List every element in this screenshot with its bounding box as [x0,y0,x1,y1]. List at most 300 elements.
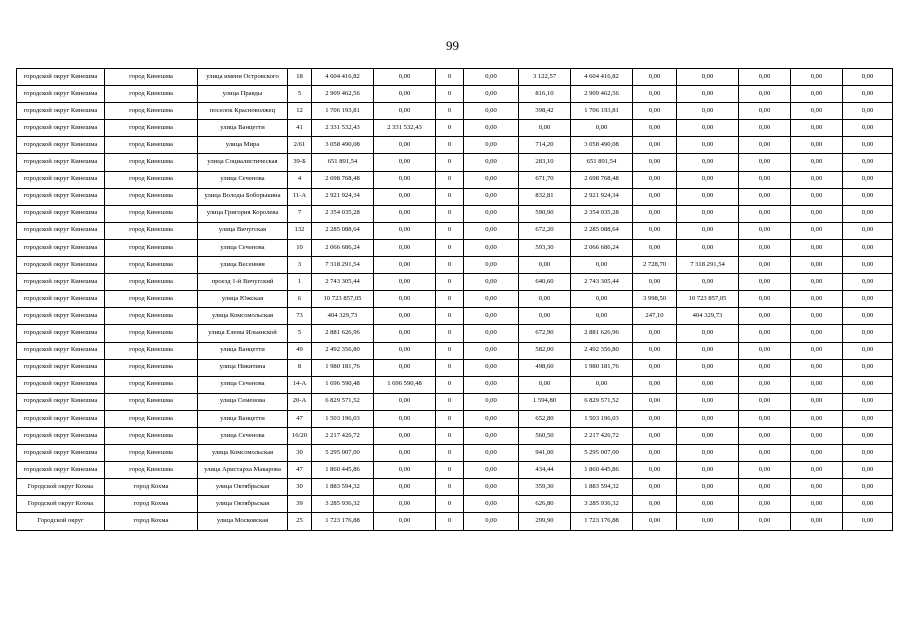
cell-col-14: 0,00 [791,154,843,171]
cell-cost: 2 921 924,34 [571,188,633,205]
cell-street: улица Ванцетти [198,342,288,359]
cell-area-sqm: 0,00 [519,308,571,325]
cell-total-cost: 3 285 936,32 [312,496,374,513]
cell-col-8: 0,00 [464,410,519,427]
cell-col-12: 0,00 [677,359,739,376]
cell-col-12: 0,00 [677,205,739,222]
cell-total-cost: 2 698 768,48 [312,171,374,188]
cell-municipality: городской округ Кинешма [17,393,105,410]
cell-street: улица имени Островского [198,69,288,86]
cell-area-sqm: 498,60 [519,359,571,376]
cell-house-number: 25 [288,513,312,530]
cell-col-13: 0,00 [739,359,791,376]
cell-funds-federal: 0,00 [374,513,436,530]
cell-col-14: 0,00 [791,86,843,103]
cell-funds-federal: 0,00 [374,274,436,291]
cell-street: улица Южская [198,291,288,308]
cell-col-12: 0,00 [677,222,739,239]
cell-col-15: 0,00 [843,103,893,120]
cell-area-sqm: 434,44 [519,462,571,479]
cell-col-13: 0,00 [739,410,791,427]
table-row [17,205,893,222]
cell-col-15: 0,00 [843,291,893,308]
cell-col-8: 0,00 [464,427,519,444]
cell-col-12: 0,00 [677,103,739,120]
cell-funds-federal: 0,00 [374,496,436,513]
cell-area-sqm: 816,10 [519,86,571,103]
cell-col-11: 0,00 [633,513,677,530]
cell-col-13: 0,00 [739,342,791,359]
cell-total-cost: 10 723 857,05 [312,291,374,308]
cell-funds-federal: 0,00 [374,154,436,171]
cell-col-12: 0,00 [677,69,739,86]
cell-funds-federal: 0,00 [374,257,436,274]
cell-col-11: 0,00 [633,479,677,496]
cell-municipality: городской округ Кинешма [17,427,105,444]
cell-area-sqm: 582,00 [519,342,571,359]
cell-municipality: городской округ Кинешма [17,308,105,325]
cell-total-cost: 4 604 416,82 [312,69,374,86]
cell-area-sqm: 0,00 [519,120,571,137]
cell-col-7: 0 [436,325,464,342]
cell-col-7: 0 [436,496,464,513]
cell-cost: 1 980 181,76 [571,359,633,376]
cell-col-13: 0,00 [739,103,791,120]
cell-col-13: 0,00 [739,445,791,462]
table-row [17,257,893,274]
cell-street: улица Ванцетти [198,120,288,137]
cell-col-11: 0,00 [633,376,677,393]
cell-house-number: 30 [288,445,312,462]
cell-area-sqm: 3 122,57 [519,69,571,86]
table-row [17,393,893,410]
cell-total-cost: 2 743 305,44 [312,274,374,291]
cell-col-8: 0,00 [464,325,519,342]
cell-col-15: 0,00 [843,462,893,479]
table-row [17,496,893,513]
cell-col-7: 0 [436,479,464,496]
cell-cost: 2 066 686,24 [571,239,633,256]
cell-col-11: 0,00 [633,120,677,137]
cell-house-number: 132 [288,222,312,239]
cell-total-cost: 651 891,54 [312,154,374,171]
cell-col-7: 0 [436,188,464,205]
cell-col-13: 0,00 [739,257,791,274]
cell-cost: 651 891,54 [571,154,633,171]
cell-cost: 1 503 196,03 [571,410,633,427]
cell-municipality: городской округ Кинешма [17,239,105,256]
cell-total-cost: 2 331 532,43 [312,120,374,137]
cell-col-14: 0,00 [791,69,843,86]
cell-funds-federal: 0,00 [374,291,436,308]
cell-area-sqm: 283,10 [519,154,571,171]
cell-col-8: 0,00 [464,205,519,222]
cell-col-7: 0 [436,359,464,376]
cell-col-8: 0,00 [464,257,519,274]
cell-col-15: 0,00 [843,205,893,222]
cell-house-number: 4 [288,171,312,188]
cell-col-13: 0,00 [739,188,791,205]
cell-settlement: город Кинешма [105,69,198,86]
cell-col-14: 0,00 [791,205,843,222]
cell-street: улица Мира [198,137,288,154]
cell-col-15: 0,00 [843,171,893,188]
table-body [17,69,893,531]
cell-col-13: 0,00 [739,308,791,325]
cell-col-7: 0 [436,86,464,103]
cell-total-cost: 7 318 291,54 [312,257,374,274]
cell-street: улица Володы Боборыкина [198,188,288,205]
cell-area-sqm: 672,20 [519,222,571,239]
cell-total-cost: 2 492 356,80 [312,342,374,359]
cell-col-13: 0,00 [739,291,791,308]
cell-cost: 0,00 [571,308,633,325]
cell-street: улица Социалистическая [198,154,288,171]
cell-funds-federal: 0,00 [374,359,436,376]
cell-total-cost: 1 883 594,32 [312,479,374,496]
cell-house-number: 41 [288,120,312,137]
cell-area-sqm: 652,80 [519,410,571,427]
cell-area-sqm: 590,90 [519,205,571,222]
cell-col-11: 0,00 [633,188,677,205]
cell-col-8: 0,00 [464,291,519,308]
cell-settlement: город Кинешма [105,445,198,462]
cell-street: проезд 1-й Вичугский [198,274,288,291]
cell-municipality: городской округ Кинешма [17,120,105,137]
cell-col-12: 0,00 [677,445,739,462]
cell-settlement: город Кинешма [105,86,198,103]
cell-col-14: 0,00 [791,513,843,530]
cell-col-12: 10 723 857,05 [677,291,739,308]
cell-cost: 1 723 176,88 [571,513,633,530]
cell-col-13: 0,00 [739,154,791,171]
cell-street: улица Ванцетти [198,410,288,427]
table-row [17,154,893,171]
cell-col-12: 0,00 [677,479,739,496]
cell-total-cost: 1 696 590,48 [312,376,374,393]
table-row [17,120,893,137]
cell-funds-federal: 0,00 [374,205,436,222]
cell-municipality: городской округ Кинешма [17,222,105,239]
cell-settlement: город Кинешма [105,257,198,274]
cell-col-13: 0,00 [739,325,791,342]
cell-settlement: город Кинешма [105,462,198,479]
cell-col-7: 0 [436,410,464,427]
cell-municipality: городской округ Кинешма [17,188,105,205]
cell-funds-federal: 0,00 [374,103,436,120]
table-row [17,325,893,342]
cell-funds-federal: 0,00 [374,427,436,444]
cell-col-11: 0,00 [633,325,677,342]
cell-municipality: городской округ Кинешма [17,171,105,188]
cell-col-15: 0,00 [843,274,893,291]
cell-cost: 3 285 936,32 [571,496,633,513]
table-row [17,86,893,103]
cell-col-12: 0,00 [677,171,739,188]
cell-col-14: 0,00 [791,103,843,120]
cell-col-13: 0,00 [739,427,791,444]
cell-street: улица Семенова [198,393,288,410]
cell-col-7: 0 [436,137,464,154]
cell-col-13: 0,00 [739,222,791,239]
cell-street: улица Вичугская [198,222,288,239]
cell-house-number: 39-Б [288,154,312,171]
cell-col-15: 0,00 [843,222,893,239]
cell-col-15: 0,00 [843,393,893,410]
cell-col-7: 0 [436,103,464,120]
cell-cost: 1 706 193,81 [571,103,633,120]
cell-total-cost: 2 066 686,24 [312,239,374,256]
cell-cost: 2 909 462,56 [571,86,633,103]
cell-col-7: 0 [436,291,464,308]
cell-settlement: город Кинешма [105,410,198,427]
cell-area-sqm: 560,50 [519,427,571,444]
cell-cost: 1 860 445,86 [571,462,633,479]
cell-col-8: 0,00 [464,239,519,256]
cell-house-number: 14-А [288,376,312,393]
cell-col-8: 0,00 [464,308,519,325]
cell-col-13: 0,00 [739,274,791,291]
cell-area-sqm: 941,00 [519,445,571,462]
cell-col-7: 0 [436,393,464,410]
cell-col-15: 0,00 [843,342,893,359]
cell-house-number: 5 [288,86,312,103]
cell-col-13: 0,00 [739,69,791,86]
cell-col-7: 0 [436,257,464,274]
cell-municipality: городской округ Кинешма [17,376,105,393]
cell-col-15: 0,00 [843,513,893,530]
cell-col-11: 0,00 [633,462,677,479]
cell-cost: 2 743 305,44 [571,274,633,291]
cell-col-7: 0 [436,427,464,444]
cell-col-8: 0,00 [464,86,519,103]
cell-municipality: городской округ Кинешма [17,86,105,103]
cell-funds-federal: 0,00 [374,342,436,359]
cell-funds-federal: 0,00 [374,308,436,325]
cell-col-13: 0,00 [739,86,791,103]
cell-col-7: 0 [436,154,464,171]
cell-municipality: городской округ Кинешма [17,257,105,274]
cell-col-15: 0,00 [843,69,893,86]
cell-col-8: 0,00 [464,171,519,188]
cell-col-13: 0,00 [739,462,791,479]
cell-col-7: 0 [436,462,464,479]
cell-house-number: 30 [288,479,312,496]
cell-house-number: 2/61 [288,137,312,154]
cell-street: улица Весенняя [198,257,288,274]
cell-col-13: 0,00 [739,496,791,513]
cell-settlement: город Кохма [105,479,198,496]
cell-col-11: 0,00 [633,274,677,291]
cell-area-sqm: 640,60 [519,274,571,291]
cell-col-11: 3 998,50 [633,291,677,308]
cell-col-12: 0,00 [677,120,739,137]
cell-cost: 0,00 [571,257,633,274]
cell-house-number: 73 [288,308,312,325]
cell-col-14: 0,00 [791,462,843,479]
cell-col-14: 0,00 [791,137,843,154]
page-number: 99 [446,38,459,53]
cell-col-14: 0,00 [791,274,843,291]
cell-col-12: 0,00 [677,427,739,444]
cell-funds-federal: 0,00 [374,69,436,86]
table-row [17,171,893,188]
cell-house-number: 49 [288,342,312,359]
cell-col-11: 0,00 [633,154,677,171]
cell-col-14: 0,00 [791,342,843,359]
cell-col-15: 0,00 [843,239,893,256]
cell-street: улица Сеченова [198,427,288,444]
cell-house-number: 6 [288,291,312,308]
table-row [17,137,893,154]
cell-col-12: 0,00 [677,325,739,342]
cell-col-14: 0,00 [791,291,843,308]
cell-municipality: городской округ Кинешма [17,69,105,86]
cell-settlement: город Кинешма [105,325,198,342]
cell-total-cost: 1 503 196,03 [312,410,374,427]
cell-settlement: город Кинешма [105,120,198,137]
cell-col-14: 0,00 [791,445,843,462]
cell-funds-federal: 0,00 [374,445,436,462]
cell-area-sqm: 0,00 [519,257,571,274]
table-row [17,274,893,291]
cell-col-12: 404 329,73 [677,308,739,325]
cell-col-12: 0,00 [677,274,739,291]
cell-municipality: городской округ Кинешма [17,445,105,462]
cell-funds-federal: 0,00 [374,171,436,188]
table-row [17,479,893,496]
cell-area-sqm: 398,42 [519,103,571,120]
cell-col-11: 0,00 [633,103,677,120]
cell-house-number: 16/20 [288,427,312,444]
cell-col-11: 0,00 [633,393,677,410]
cell-col-14: 0,00 [791,359,843,376]
cell-municipality: городской округ Кинешма [17,274,105,291]
cell-area-sqm: 359,30 [519,479,571,496]
cell-col-13: 0,00 [739,137,791,154]
cell-col-15: 0,00 [843,308,893,325]
cell-funds-federal: 2 331 532,43 [374,120,436,137]
table-row [17,239,893,256]
cell-area-sqm: 299,90 [519,513,571,530]
cell-area-sqm: 0,00 [519,291,571,308]
cell-col-7: 0 [436,171,464,188]
cell-col-13: 0,00 [739,393,791,410]
cell-col-15: 0,00 [843,445,893,462]
cell-col-11: 0,00 [633,342,677,359]
cell-settlement: город Кинешма [105,154,198,171]
cell-col-14: 0,00 [791,427,843,444]
cell-total-cost: 2 354 035,28 [312,205,374,222]
cell-cost: 2 492 356,80 [571,342,633,359]
registry-table [16,68,893,531]
cell-total-cost: 2 217 426,72 [312,427,374,444]
cell-municipality: городской округ Кинешма [17,359,105,376]
cell-street: улица Сеченова [198,171,288,188]
cell-col-11: 2 728,70 [633,257,677,274]
cell-funds-federal: 0,00 [374,222,436,239]
cell-col-12: 0,00 [677,462,739,479]
cell-col-14: 0,00 [791,222,843,239]
table-row [17,410,893,427]
cell-col-7: 0 [436,69,464,86]
table-row [17,222,893,239]
cell-cost: 4 604 416,82 [571,69,633,86]
cell-col-15: 0,00 [843,325,893,342]
cell-house-number: 47 [288,410,312,427]
cell-col-8: 0,00 [464,359,519,376]
cell-col-8: 0,00 [464,445,519,462]
cell-settlement: город Кинешма [105,342,198,359]
cell-street: улица Аристарха Макарова [198,462,288,479]
cell-municipality: Городской округ Кохма [17,479,105,496]
cell-cost: 0,00 [571,120,633,137]
cell-settlement: город Кинешма [105,291,198,308]
cell-area-sqm: 714,20 [519,137,571,154]
cell-total-cost: 2 285 088,64 [312,222,374,239]
cell-col-13: 0,00 [739,239,791,256]
cell-col-11: 0,00 [633,205,677,222]
cell-col-13: 0,00 [739,513,791,530]
cell-settlement: город Кинешма [105,427,198,444]
cell-area-sqm: 671,70 [519,171,571,188]
cell-col-13: 0,00 [739,376,791,393]
cell-col-15: 0,00 [843,154,893,171]
cell-col-8: 0,00 [464,120,519,137]
cell-col-8: 0,00 [464,496,519,513]
cell-house-number: 3 [288,257,312,274]
cell-col-8: 0,00 [464,103,519,120]
cell-settlement: город Кинешма [105,222,198,239]
cell-street: улица Октябрьская [198,496,288,513]
cell-col-8: 0,00 [464,513,519,530]
cell-col-7: 0 [436,342,464,359]
cell-area-sqm: 0,00 [519,376,571,393]
cell-settlement: город Кинешма [105,308,198,325]
cell-col-15: 0,00 [843,427,893,444]
table-row [17,359,893,376]
cell-settlement: город Кинешма [105,239,198,256]
cell-col-7: 0 [436,222,464,239]
cell-col-14: 0,00 [791,479,843,496]
cell-settlement: город Кинешма [105,171,198,188]
cell-col-14: 0,00 [791,393,843,410]
cell-funds-federal: 0,00 [374,239,436,256]
cell-house-number: 7 [288,205,312,222]
cell-house-number: 39 [288,496,312,513]
cell-col-14: 0,00 [791,188,843,205]
cell-col-8: 0,00 [464,393,519,410]
table-row [17,513,893,530]
cell-col-11: 0,00 [633,86,677,103]
cell-settlement: город Кинешма [105,103,198,120]
cell-col-7: 0 [436,274,464,291]
cell-cost: 2 881 626,96 [571,325,633,342]
cell-municipality: городской округ Кинешма [17,137,105,154]
cell-col-12: 0,00 [677,410,739,427]
cell-col-15: 0,00 [843,479,893,496]
cell-street: улица Московская [198,513,288,530]
cell-area-sqm: 832,81 [519,188,571,205]
cell-total-cost: 2 921 924,34 [312,188,374,205]
cell-col-15: 0,00 [843,120,893,137]
cell-municipality: Городской округ Кохма [17,496,105,513]
cell-area-sqm: 626,80 [519,496,571,513]
cell-col-8: 0,00 [464,376,519,393]
cell-street: улица Григория Королева [198,205,288,222]
cell-col-11: 0,00 [633,427,677,444]
cell-col-15: 0,00 [843,137,893,154]
